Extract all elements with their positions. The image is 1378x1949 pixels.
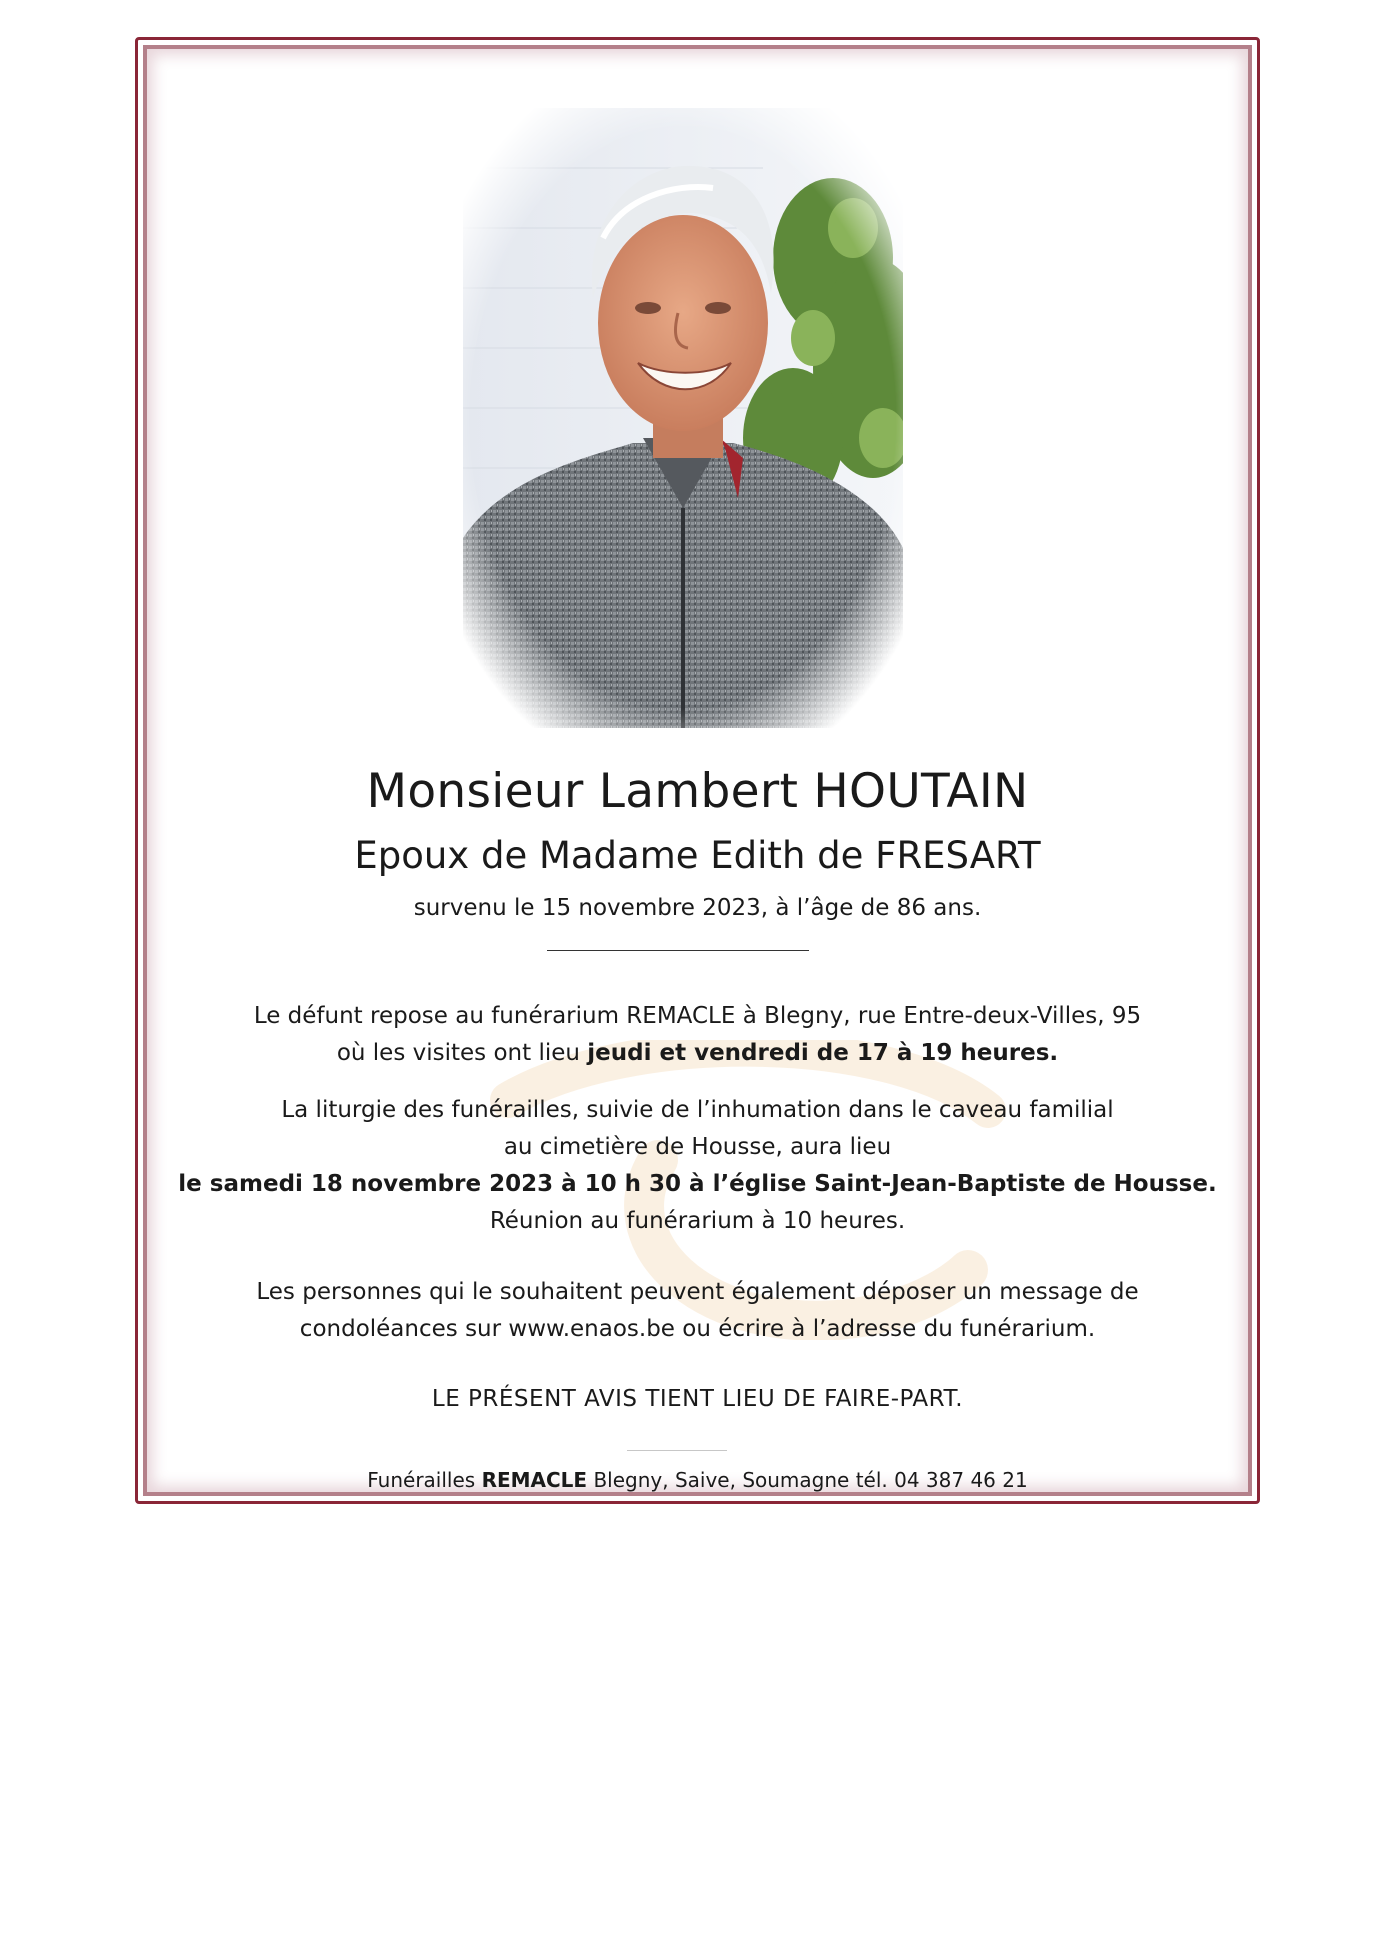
liturgy-date-line: le samedi 18 novembre 2023 à 10 h 30 à l’église Saint-Jean-Baptiste de Housse. [178,1171,1217,1197]
liturgy-line-4: Réunion au funérarium à 10 heures. [489,1208,906,1234]
footer-suffix: Blegny, Saive, Soumagne tél. 04 387 46 21 [587,1468,1028,1492]
liturgy-line-1: La liturgie des funérailles, suivie de l’inhumation dans le caveau familial [281,1097,1114,1123]
visitation-hours: jeudi et vendredi de 17 à 19 heures. [587,1040,1059,1066]
condolences-line-2: condoléances sur www.enaos.be ou écrire à l’adresse du funérarium. [299,1316,1096,1342]
condolences-paragraph [138,1274,1257,1348]
deceased-name: Monsieur Lambert HOUTAIN [366,764,1029,819]
statement-line: LE PRÉSENT AVIS TIENT LIEU DE FAIRE-PART. [431,1386,964,1412]
liturgy-line-2: au cimetière de Housse, aura lieu [503,1134,892,1160]
visitation-paragraph [138,998,1257,1072]
footer-prefix: Funérailles [367,1468,482,1492]
condolences-line-1: Les personnes qui le souhaitent peuvent également déposer un message de [256,1279,1139,1305]
notice-frame [135,37,1260,1504]
visitation-prefix: où les visites ont lieu [336,1040,588,1066]
footer-divider [627,1450,727,1451]
visitation-line-1: Le défunt repose au funérarium REMACLE à Blegny, rue Entre-deux-Villes, 95 [253,1003,1142,1029]
visitation-line-2 [138,1035,1257,1072]
liturgy-paragraph [138,1092,1257,1240]
divider-line [547,950,809,951]
death-date-line: survenu le 15 novembre 2023, à l’âge de 86 ans. [413,895,982,921]
portrait-photo [463,108,903,728]
footer-company: REMACLE [481,1468,588,1492]
footer-line [138,1468,1257,1492]
spouse-line: Epoux de Madame Edith de FRESART [354,834,1041,877]
